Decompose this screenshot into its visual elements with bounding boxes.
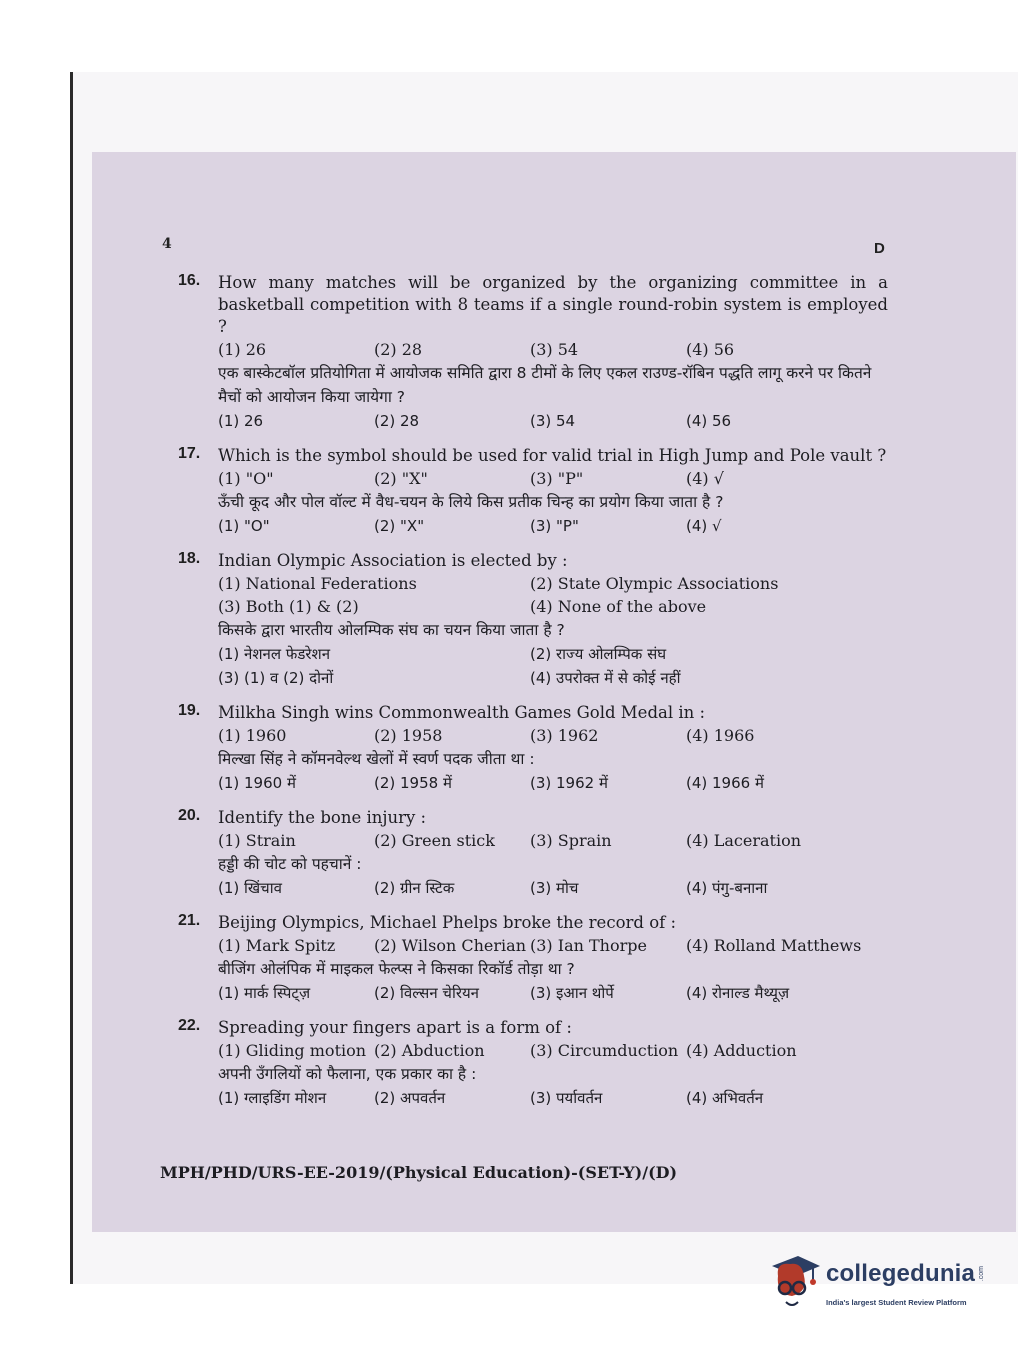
question-number: 16.	[178, 272, 201, 289]
question-text-en: Milkha Singh wins Commonwealth Games Gold Medal in :	[218, 703, 706, 722]
question-text-en: Identify the bone injury :	[218, 808, 427, 827]
question-text-en: Spreading your fingers apart is a form of :	[218, 1018, 572, 1037]
option: (2) 1958	[374, 726, 443, 745]
option: (1) 1960 में	[218, 774, 296, 792]
option: (2) State Olympic Associations	[530, 574, 779, 593]
option: (1) "O"	[218, 469, 274, 488]
question-text-en: Which is the symbol should be used for valid trial in High Jump and Pole vault ?	[218, 446, 887, 465]
option: (3) इआन थोर्पे	[530, 984, 614, 1002]
option: (2) अपवर्तन	[374, 1089, 446, 1107]
option: (4) √	[686, 517, 722, 535]
option: (3) Circumduction	[530, 1041, 679, 1060]
question-text-hi: एक बास्केटबॉल प्रतियोगिता में आयोजक समिति द्वारा 8 टीमों के लिए एकल राउण्ड-रॉबिन पद्धति लागू करने पर कितने मैचों को आयोजन किया जायेगा ?	[218, 364, 872, 406]
question-text-hi: हड्डी की चोट को पहचानें :	[218, 855, 362, 873]
options-hi	[218, 771, 888, 795]
option: (2) Green stick	[374, 831, 495, 850]
question-number: 18.	[178, 550, 201, 567]
option: (3) 1962	[530, 726, 599, 745]
question-number: 22.	[178, 1017, 201, 1034]
option: (1) मार्क स्पिट्ज़	[218, 984, 311, 1002]
logo-wordmark: collegedunia	[826, 1260, 976, 1287]
option: (3) 54	[530, 340, 579, 359]
question-19	[178, 702, 888, 795]
options-en	[218, 338, 888, 361]
option: (1) नेशनल फेडरेशन	[218, 645, 331, 663]
option: (1) खिंचाव	[218, 879, 282, 897]
question-number: 17.	[178, 445, 201, 462]
option: (2) 1958 में	[374, 774, 452, 792]
option: (1) Gliding motion	[218, 1041, 367, 1060]
option: (3) Both (1) & (2)	[218, 597, 359, 616]
question-text-hi: अपनी उँगलियों को फैलाना, एक प्रकार का है :	[218, 1065, 477, 1083]
options-hi	[218, 981, 888, 1005]
option: (1) 1960	[218, 726, 287, 745]
option: (1) Strain	[218, 831, 296, 850]
option: (1) 26	[218, 412, 264, 430]
option: (2) 28	[374, 412, 420, 430]
option: (2) "X"	[374, 517, 425, 535]
option: (4) 1966	[686, 726, 755, 745]
question-number: 19.	[178, 702, 201, 719]
options-hi	[218, 642, 888, 690]
question-text-en: Beijing Olympics, Michael Phelps broke the record of :	[218, 913, 677, 932]
option: (3) (1) व (2) दोनों	[218, 669, 334, 687]
option: (3) "P"	[530, 469, 584, 488]
option: (3) 1962 में	[530, 774, 608, 792]
question-text-hi: किसके द्वारा भारतीय ओलम्पिक संघ का चयन किया जाता है ?	[218, 621, 565, 639]
graduate-mascot-icon	[768, 1252, 822, 1314]
options-en	[218, 1039, 888, 1062]
question-22	[178, 1017, 888, 1110]
option: (4) 56	[686, 412, 732, 430]
question-20	[178, 807, 888, 900]
option: (2) राज्य ओलम्पिक संघ	[530, 645, 667, 663]
question-text-hi: ऊँची कूद और पोल वॉल्ट में वैध-चयन के लिये किस प्रतीक चिन्ह का प्रयोग किया जाता है ?	[218, 493, 724, 511]
option: (4) Adduction	[686, 1041, 797, 1060]
option: (4) अभिवर्तन	[686, 1089, 764, 1107]
option: (4) उपरोक्त में से कोई नहीं	[530, 669, 681, 687]
question-text-en: How many matches will be organized by the organizing committee in a basketball competition with 8 teams if a single round-robin system is employed ?	[218, 273, 888, 336]
set-letter: D	[874, 240, 885, 257]
option: (4) पंगु-बनाना	[686, 879, 768, 897]
option: (3) "P"	[530, 517, 579, 535]
options-hi	[218, 514, 888, 538]
options-hi	[218, 1086, 888, 1110]
options-hi	[218, 876, 888, 900]
collegedunia-logo[interactable]	[768, 1248, 998, 1318]
option: (1) 26	[218, 340, 267, 359]
option: (3) मोच	[530, 879, 579, 897]
logo-tagline: India's largest Student Review Platform	[826, 1298, 967, 1307]
options-hi	[218, 409, 888, 433]
question-18	[178, 550, 888, 690]
options-en	[218, 829, 888, 852]
question-number: 20.	[178, 807, 201, 824]
question-text-hi: मिल्खा सिंह ने कॉमनवेल्थ खेलों में स्वर्ण पदक जीता था :	[218, 750, 535, 768]
option: (2) Abduction	[374, 1041, 485, 1060]
option: (1) ग्लाइडिंग मोशन	[218, 1089, 327, 1107]
option: (4) Laceration	[686, 831, 802, 850]
question-17	[178, 445, 888, 538]
option: (2) Wilson Cherian	[374, 936, 527, 955]
question-text-hi: बीजिंग ओलंपिक में माइकल फेल्प्स ने किसका रिकॉर्ड तोड़ा था ?	[218, 960, 575, 978]
options-en	[218, 934, 888, 957]
option: (2) ग्रीन स्टिक	[374, 879, 455, 897]
option: (1) Mark Spitz	[218, 936, 336, 955]
option: (4) √	[686, 469, 724, 488]
option: (1) "O"	[218, 517, 270, 535]
option: (3) Ian Thorpe	[530, 936, 647, 955]
options-en	[218, 724, 888, 747]
option: (3) पर्यावर्तन	[530, 1089, 603, 1107]
option: (4) Rolland Matthews	[686, 936, 862, 955]
option: (4) 56	[686, 340, 735, 359]
question-text-en: Indian Olympic Association is elected by :	[218, 551, 568, 570]
question-16	[178, 272, 888, 433]
question-21	[178, 912, 888, 1005]
option: (3) Sprain	[530, 831, 612, 850]
logo-domain: .com	[978, 1266, 985, 1282]
options-en	[218, 467, 888, 490]
option: (2) विल्सन चेरियन	[374, 984, 479, 1002]
option: (2) 28	[374, 340, 423, 359]
option: (1) National Federations	[218, 574, 417, 593]
option: (3) 54	[530, 412, 576, 430]
page-number: 4	[162, 236, 172, 252]
question-number: 21.	[178, 912, 201, 929]
option: (4) None of the above	[530, 597, 707, 616]
option: (4) रोनाल्ड मैथ्यूज़	[686, 984, 790, 1002]
question-list	[178, 272, 888, 1122]
paper-code: MPH/PHD/URS-EE-2019/(Physical Education)-(SET-Y)/(D)	[160, 1163, 678, 1182]
options-en	[218, 572, 888, 618]
option: (2) "X"	[374, 469, 428, 488]
option: (4) 1966 में	[686, 774, 764, 792]
